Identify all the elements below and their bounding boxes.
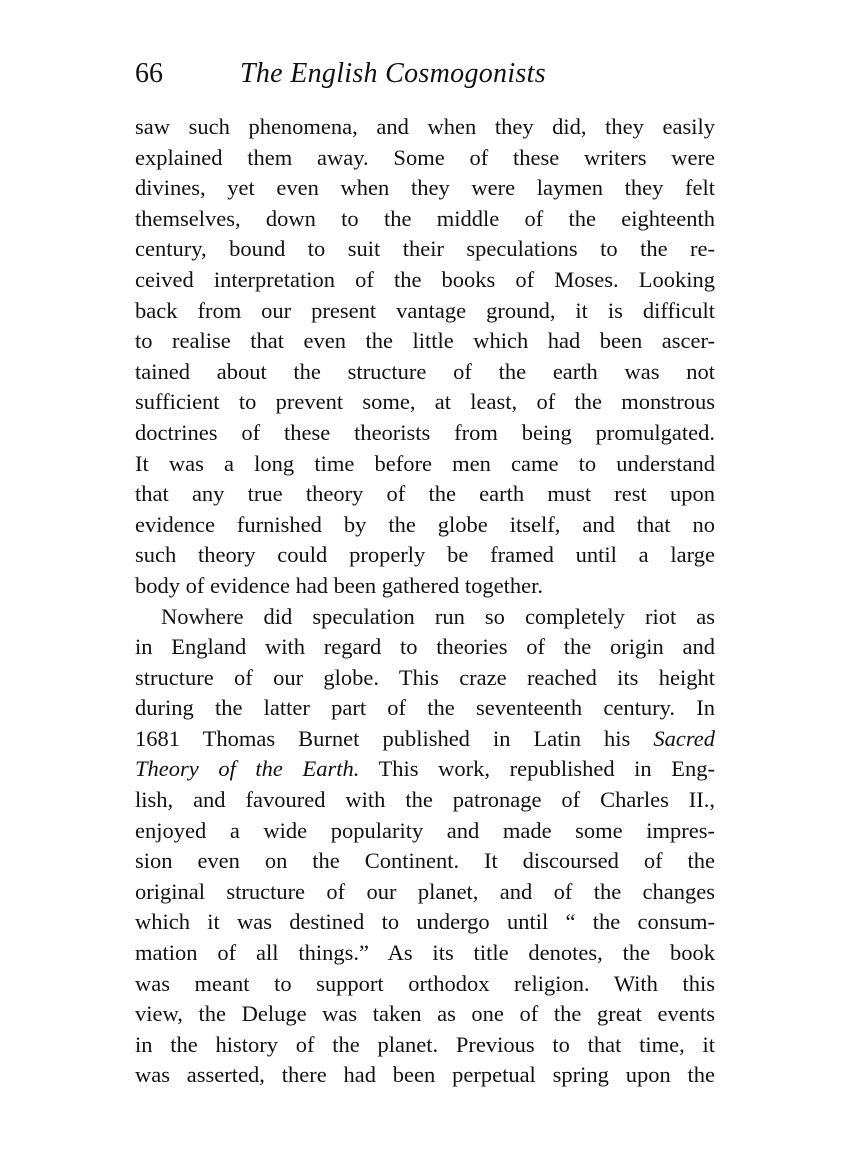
text-line: It was a long time before men came to understand: [135, 450, 715, 476]
text-line: mation of all things.” As its title denotes, the book: [135, 940, 715, 966]
paragraph-1: [135, 112, 715, 602]
text-line: was meant to support orthodox religion. With this: [135, 970, 715, 996]
text-line: in the history of the planet. Previous to that time, it: [135, 1031, 715, 1057]
text-run: 1681 Thomas Burnet published in Latin his: [135, 725, 654, 751]
text-line: evidence furnished by the globe itself, and that no: [135, 511, 715, 537]
text-line: sufficient to prevent some, at least, of the monstrous: [135, 389, 715, 415]
text-line: such theory could properly be framed until a large: [135, 542, 715, 568]
text-line: [135, 724, 715, 755]
text-line: tained about the structure of the earth was not: [135, 358, 715, 384]
text-line: lish, and favoured with the patronage of Charles II.,: [135, 787, 715, 813]
text-line: that any true theory of the earth must rest upon: [135, 481, 715, 507]
book-title-italic: Theory of the Earth.: [135, 756, 360, 782]
text-line: enjoyed a wide popularity and made some impres-: [135, 817, 715, 843]
running-head: [135, 58, 715, 98]
text-line: view, the Deluge was taken as one of the great events: [135, 1001, 715, 1027]
text-line: themselves, down to the middle of the eighteenth: [135, 205, 715, 231]
book-title-italic: Sacred: [653, 725, 715, 751]
text-line: structure of our globe. This craze reached its height: [135, 664, 715, 690]
text-line: in England with regard to theories of the origin and: [135, 634, 715, 660]
text-run: This work, republished in Eng-: [359, 756, 715, 782]
paragraph-2: [135, 602, 715, 1092]
text-line: saw such phenomena, and when they did, they easily: [135, 114, 715, 139]
running-title: The English Cosmogonists: [240, 58, 546, 89]
text-line: to realise that even the little which had been ascer-: [135, 328, 715, 354]
text-line: century, bound to suit their speculations to the re-: [135, 236, 715, 262]
text-line: divines, yet even when they were laymen they felt: [135, 175, 715, 201]
text-line: which it was destined to undergo until “ the consum-: [135, 909, 715, 935]
text-line: body of evidence had been gathered together.: [135, 572, 543, 598]
text-line: was asserted, there had been perpetual spring upon the: [135, 1062, 715, 1088]
text-line: sion even on the Continent. It discoursed of the: [135, 848, 715, 874]
text-line: original structure of our planet, and of the changes: [135, 878, 715, 904]
text-line: during the latter part of the seventeenth century. In: [135, 695, 715, 721]
text-line: ceived interpretation of the books of Moses. Looking: [135, 266, 715, 292]
text-line: [135, 754, 715, 785]
page-number: 66: [135, 58, 163, 89]
text-line: back from our present vantage ground, it is difficult: [135, 297, 715, 323]
text-line: doctrines of these theorists from being promulgated.: [135, 419, 715, 445]
text-line: explained them away. Some of these writers were: [135, 144, 715, 170]
text-line: Nowhere did speculation run so completely riot as: [161, 603, 715, 629]
book-page: [135, 58, 715, 1091]
